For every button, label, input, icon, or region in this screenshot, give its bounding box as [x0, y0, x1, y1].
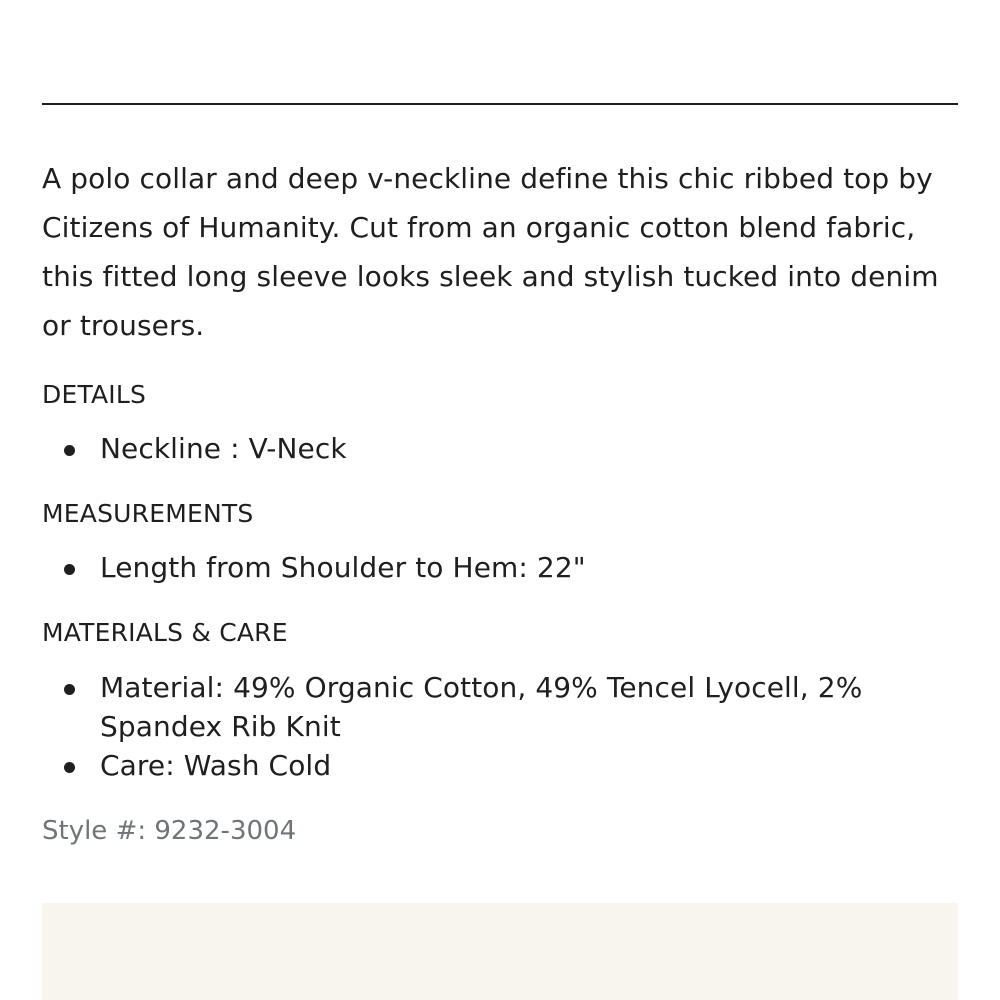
materials-care-list	[100, 668, 958, 785]
style-number-value: 9232-3004	[154, 816, 297, 846]
materials-care-heading: MATERIALS & CARE	[42, 618, 288, 647]
details-list	[100, 429, 958, 468]
measurements-list	[100, 548, 958, 587]
style-number-label: Style #:	[42, 816, 147, 846]
list-item: Care: Wash Cold	[100, 746, 958, 785]
style-number	[42, 814, 296, 848]
measurements-heading: MEASUREMENTS	[42, 499, 254, 528]
list-item: Neckline : V-Neck	[100, 429, 958, 468]
product-description: A polo collar and deep v-neckline define this chic ribbed top by Citizens of Humanity. Cut from an organic cotton blend fabric, this fitted long sleeve looks sleek and stylish tucked into denim or trousers.	[42, 162, 939, 342]
list-item: Material: 49% Organic Cotton, 49% Tencel Lyocell, 2% Spandex Rib Knit	[100, 668, 958, 746]
section-divider	[42, 103, 958, 105]
list-item: Length from Shoulder to Hem: 22"	[100, 548, 958, 587]
details-heading: DETAILS	[42, 380, 147, 409]
bottom-panel	[42, 903, 958, 1000]
